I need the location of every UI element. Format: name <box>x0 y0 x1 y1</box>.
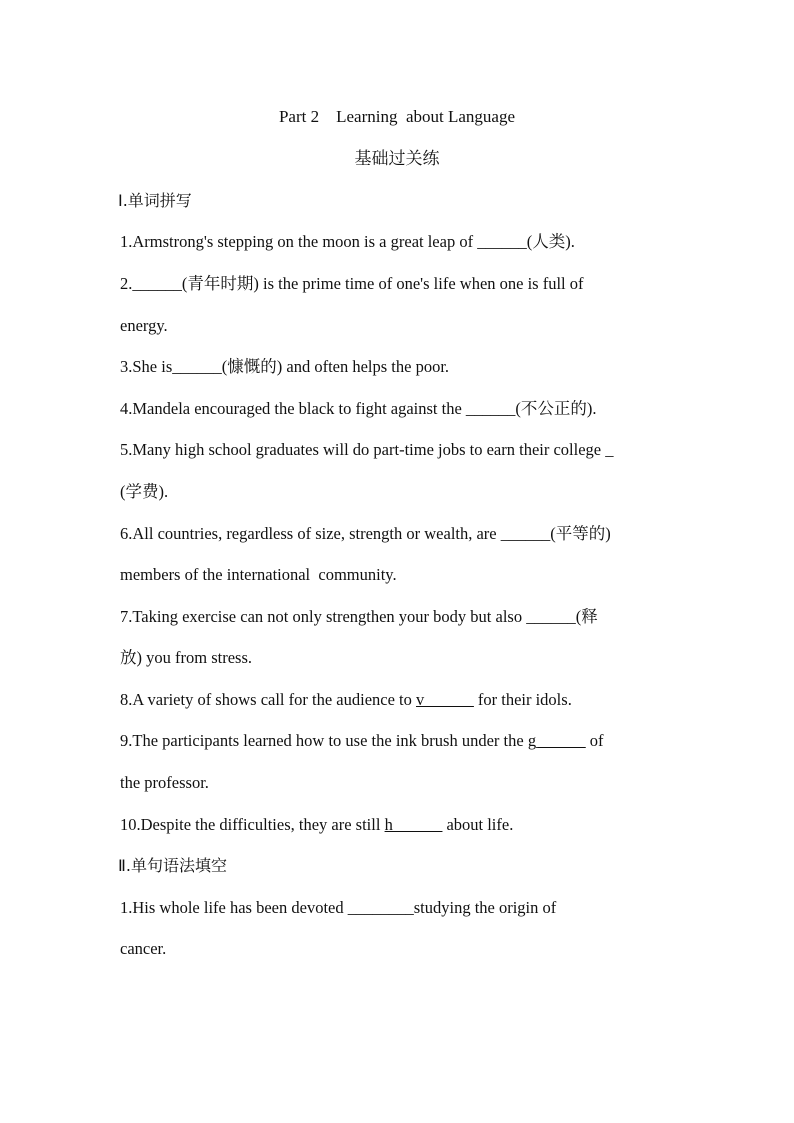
question-10 <box>120 814 513 836</box>
question-5: 5.Many high school graduates will do part-time jobs to earn their college _ <box>120 440 614 459</box>
question-10-text: 10.Despite the difficulties, they are still <box>120 815 385 834</box>
question-9-text: 9.The participants learned how to use the ink brush under the <box>120 731 528 750</box>
question-9 <box>120 730 603 752</box>
grammar-question-1-cont: cancer. <box>120 939 167 958</box>
question-7-cont: 放) you from stress. <box>120 648 252 667</box>
question-2-cont: energy. <box>120 316 168 335</box>
question-6: 6.All countries, regardless of size, strength or wealth, are ______(平等的) <box>120 524 611 543</box>
page-title: Part 2 Learning about Language <box>278 107 516 126</box>
question-5-cont: (学费). <box>120 482 169 501</box>
question-10-text-end: about life. <box>442 815 514 834</box>
question-3: 3.She is______(慷慨的) and often helps the poor. <box>120 357 450 376</box>
question-6-cont: members of the international community. <box>120 565 397 584</box>
question-9-blank: g______ <box>527 731 586 750</box>
question-8-text: 8.A variety of shows call for the audience to <box>120 690 416 709</box>
question-9-text-end: of <box>585 731 604 750</box>
question-7: 7.Taking exercise can not only strengthen your body but also ______(释 <box>120 607 598 626</box>
section-2-heading: Ⅱ.单句语法填空 <box>118 856 227 875</box>
section-1-heading: Ⅰ.单词拼写 <box>118 191 192 210</box>
question-4: 4.Mandela encouraged the black to fight against the ______(不公正的). <box>120 399 597 418</box>
page-subtitle: 基础过关练 <box>354 149 440 169</box>
question-10-blank: h______ <box>384 815 443 834</box>
question-9-cont: the professor. <box>120 773 209 792</box>
grammar-question-1: 1.His whole life has been devoted ________studying the origin of <box>120 898 557 917</box>
question-8 <box>120 689 572 711</box>
question-8-blank: v______ <box>416 690 474 709</box>
question-1: 1.Armstrong's stepping on the moon is a great leap of ______(人类). <box>120 232 575 251</box>
question-2: 2.______(青年时期) is the prime time of one's life when one is full of <box>120 274 584 293</box>
question-8-text-end: for their idols. <box>473 690 572 709</box>
